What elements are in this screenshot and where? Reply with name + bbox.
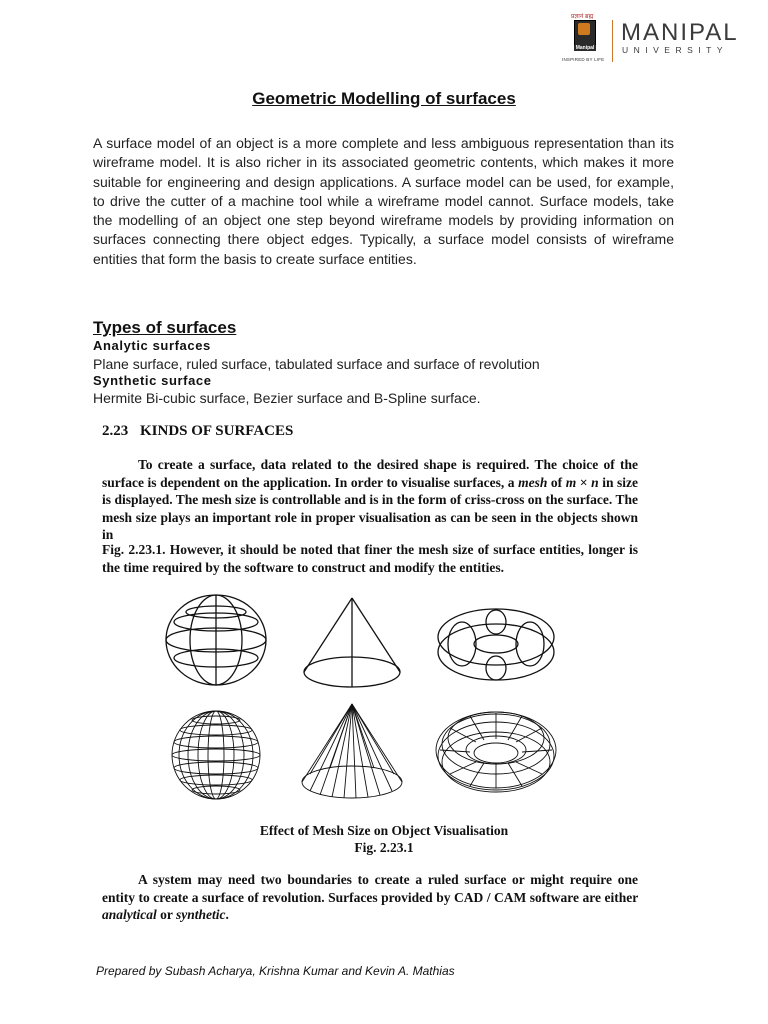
figure-caption: Effect of Mesh Size on Object Visualisation bbox=[259, 823, 509, 838]
synthetic-surface-text: Hermite Bi-cubic surface, Bezier surface and B-Spline surface. bbox=[93, 390, 481, 406]
university-seal-icon bbox=[565, 12, 601, 56]
logo-tagline: INSPIRED BY LIFE bbox=[562, 57, 605, 62]
scan-paragraph-2: Fig. 2.23.1. However, it should be noted that finer the mesh size of surface entities, longer is the time required by the software to construct and modify the entities. bbox=[102, 542, 638, 575]
fine-torus-icon bbox=[436, 712, 556, 792]
page-title: Geometric Modelling of surfaces bbox=[252, 89, 516, 108]
types-heading: Types of surfaces bbox=[93, 318, 237, 337]
section-title: KINDS OF SURFACES bbox=[140, 423, 294, 439]
scan-paragraph-3: A system may need two boundaries to create a ruled surface or might require one entity to create a surface of revolution. Surfaces provided by CAD / CAM software are either analytical or synthetic. bbox=[102, 872, 638, 922]
analytic-surfaces-text: Plane surface, ruled surface, tabulated surface and surface of revolution bbox=[93, 356, 540, 372]
analytic-surfaces-label: Analytic surfaces bbox=[93, 338, 211, 353]
scan-paragraph-1: To create a surface, data related to the desired shape is required. The choice of the surface is dependent on the application. In order to visualise surfaces, a mesh of m × n in size is displayed. The mesh size is controllable and is in the form of criss-cross on the surface. The mesh size plays an important role in proper visualisation as can be seen in the objects shown in bbox=[102, 457, 639, 542]
seal-motto: प्रज्ञानं ब्रह्म bbox=[571, 13, 594, 20]
coarse-ellipsoid-icon bbox=[166, 595, 266, 685]
synthetic-surface-label: Synthetic surface bbox=[93, 373, 212, 388]
figure-label: Fig. 2.23.1 bbox=[354, 840, 414, 855]
coarse-torus-icon bbox=[438, 609, 554, 680]
coarse-cone-icon bbox=[304, 598, 400, 687]
fine-cone-icon bbox=[302, 704, 402, 798]
section-number: 2.23 bbox=[102, 423, 129, 439]
university-logo bbox=[562, 12, 739, 64]
intro-paragraph: A surface model of an object is a more complete and less ambiguous representation than its wireframe model. It is also richer in its associated geometric contents, which makes it more suitable for engineering and design applications. A surface model can be used, for example, to drive the cutter of a machine tool while a wireframe model cannot. Surface models, take the modelling of an object one step beyond wireframe models by providing information on surfaces connecting there object edges. Typically, a surface model consists of wireframe entities that form the basis to create surface entities. bbox=[93, 135, 674, 267]
seal-name: Manipal bbox=[575, 45, 595, 51]
mesh-surfaces-figure bbox=[150, 592, 650, 812]
logo-wordmark: MANIPAL bbox=[621, 19, 739, 46]
logo-divider bbox=[612, 20, 613, 62]
page-footer: Prepared by Subash Acharya, Krishna Kumar and Kevin A. Mathias bbox=[96, 964, 455, 978]
fine-sphere-icon bbox=[172, 711, 260, 799]
logo-subtitle: UNIVERSITY bbox=[622, 45, 729, 55]
